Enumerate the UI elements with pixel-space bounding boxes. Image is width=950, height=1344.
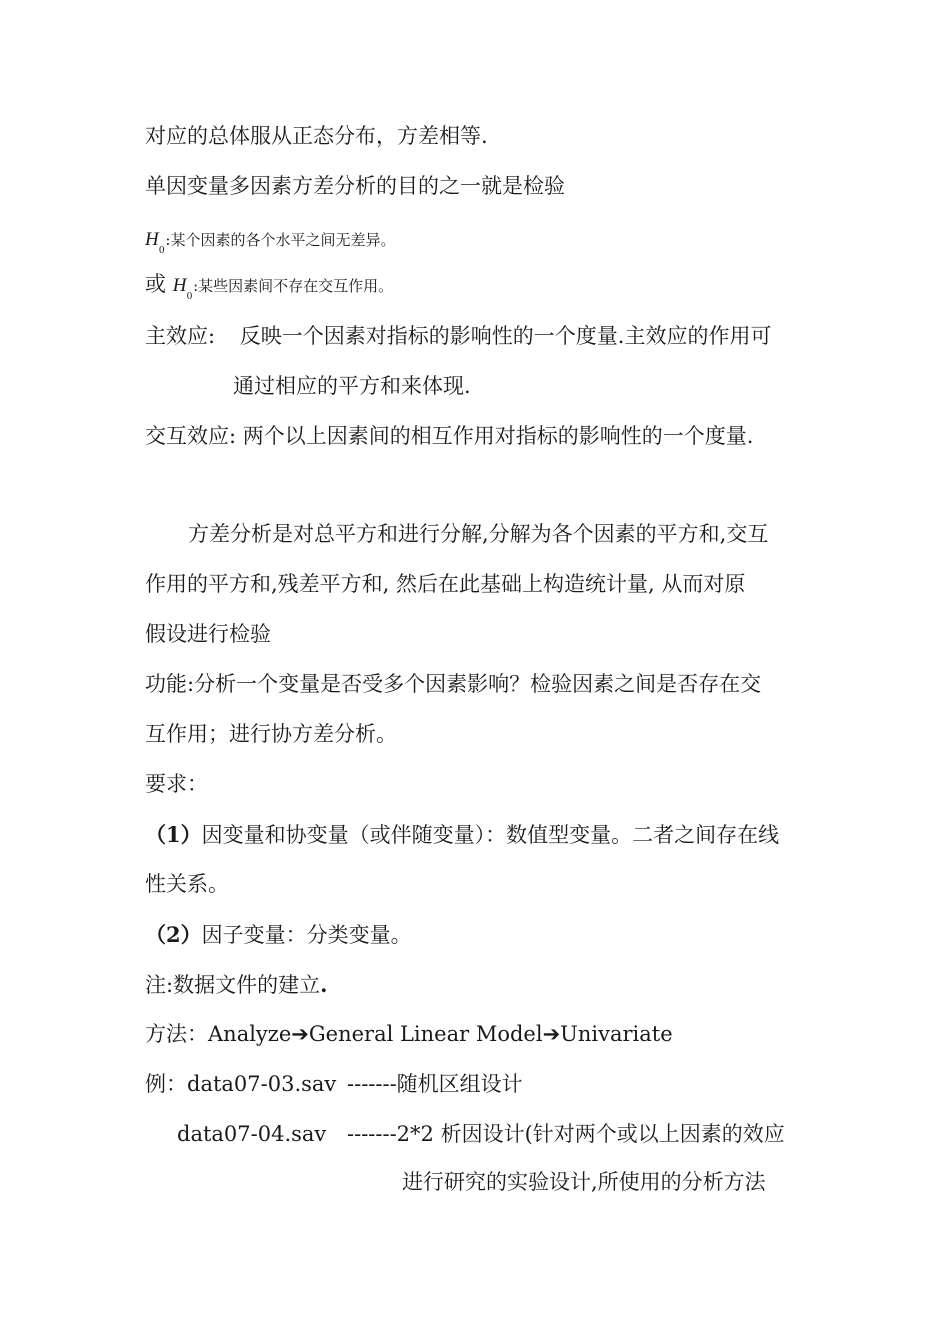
hypothesis-line-2: [145, 272, 394, 302]
note-line: [145, 974, 327, 996]
req-text: 因变量和协变量（或伴随变量）：数值型变量。二者之间存在线: [201, 823, 780, 847]
example-desc: -------2*2 析因设计(针对两个或以上因素的效应: [347, 1122, 785, 1146]
text-line: 性关系。: [145, 872, 229, 896]
text-line: 交互效应: 两个以上因素间的相互作用对指标的影响性的一个度量.: [145, 424, 754, 448]
req-text: 因子变量：分类变量。: [201, 923, 412, 947]
hypothesis-text: :某些因素间不存在交互作用。: [193, 277, 394, 295]
text-line: 方差分析是对总平方和进行分解,分解为各个因素的平方和,交互: [188, 522, 769, 546]
note-label: 注:: [145, 973, 174, 997]
example-desc: 进行研究的实验设计,所使用的分析方法: [402, 1170, 766, 1194]
method-line: 方法：Analyze➔General Linear Model➔Univariate: [145, 1022, 673, 1046]
req-number: （2）: [145, 922, 202, 947]
h0-symbol: H 0: [172, 275, 193, 302]
text-line: 功能:分析一个变量是否受多个因素影响？检验因素之间是否存在交: [145, 672, 762, 696]
text-line: 要求：: [145, 772, 208, 796]
main-effect-text: 反映一个因素对指标的影响性的一个度量.主效应的作用可: [239, 324, 772, 348]
text-line: 通过相应的平方和来体现.: [233, 374, 471, 398]
text-line: 作用的平方和,残差平方和, 然后在此基础上构造统计量, 从而对原: [145, 572, 746, 596]
text-line: 单因变量多因素方差分析的目的之一就是检验: [145, 174, 565, 198]
hypothesis-line-1: [145, 228, 396, 256]
requirement-2: [145, 924, 412, 946]
example-desc: -------随机区组设计: [347, 1072, 523, 1096]
note-period: .: [320, 972, 328, 997]
h0-symbol: H 0: [145, 229, 165, 256]
req-number: （1）: [145, 822, 202, 847]
example-file: data07-04.sav: [177, 1122, 327, 1146]
or-prefix: 或: [145, 272, 166, 296]
main-effect-label: 主效应:: [145, 324, 216, 348]
note-text: 数据文件的建立: [173, 973, 321, 997]
text-line: 对应的总体服从正态分布，方差相等.: [145, 124, 488, 148]
requirement-1: [145, 824, 779, 846]
text-line: 互作用；进行协方差分析。: [145, 722, 397, 746]
text-line: 假设进行检验: [145, 622, 271, 646]
main-effect-line: [145, 326, 771, 347]
example-label: 例：data07-03.sav: [145, 1072, 337, 1096]
hypothesis-text: :某个因素的各个水平之间无差异。: [165, 231, 396, 249]
